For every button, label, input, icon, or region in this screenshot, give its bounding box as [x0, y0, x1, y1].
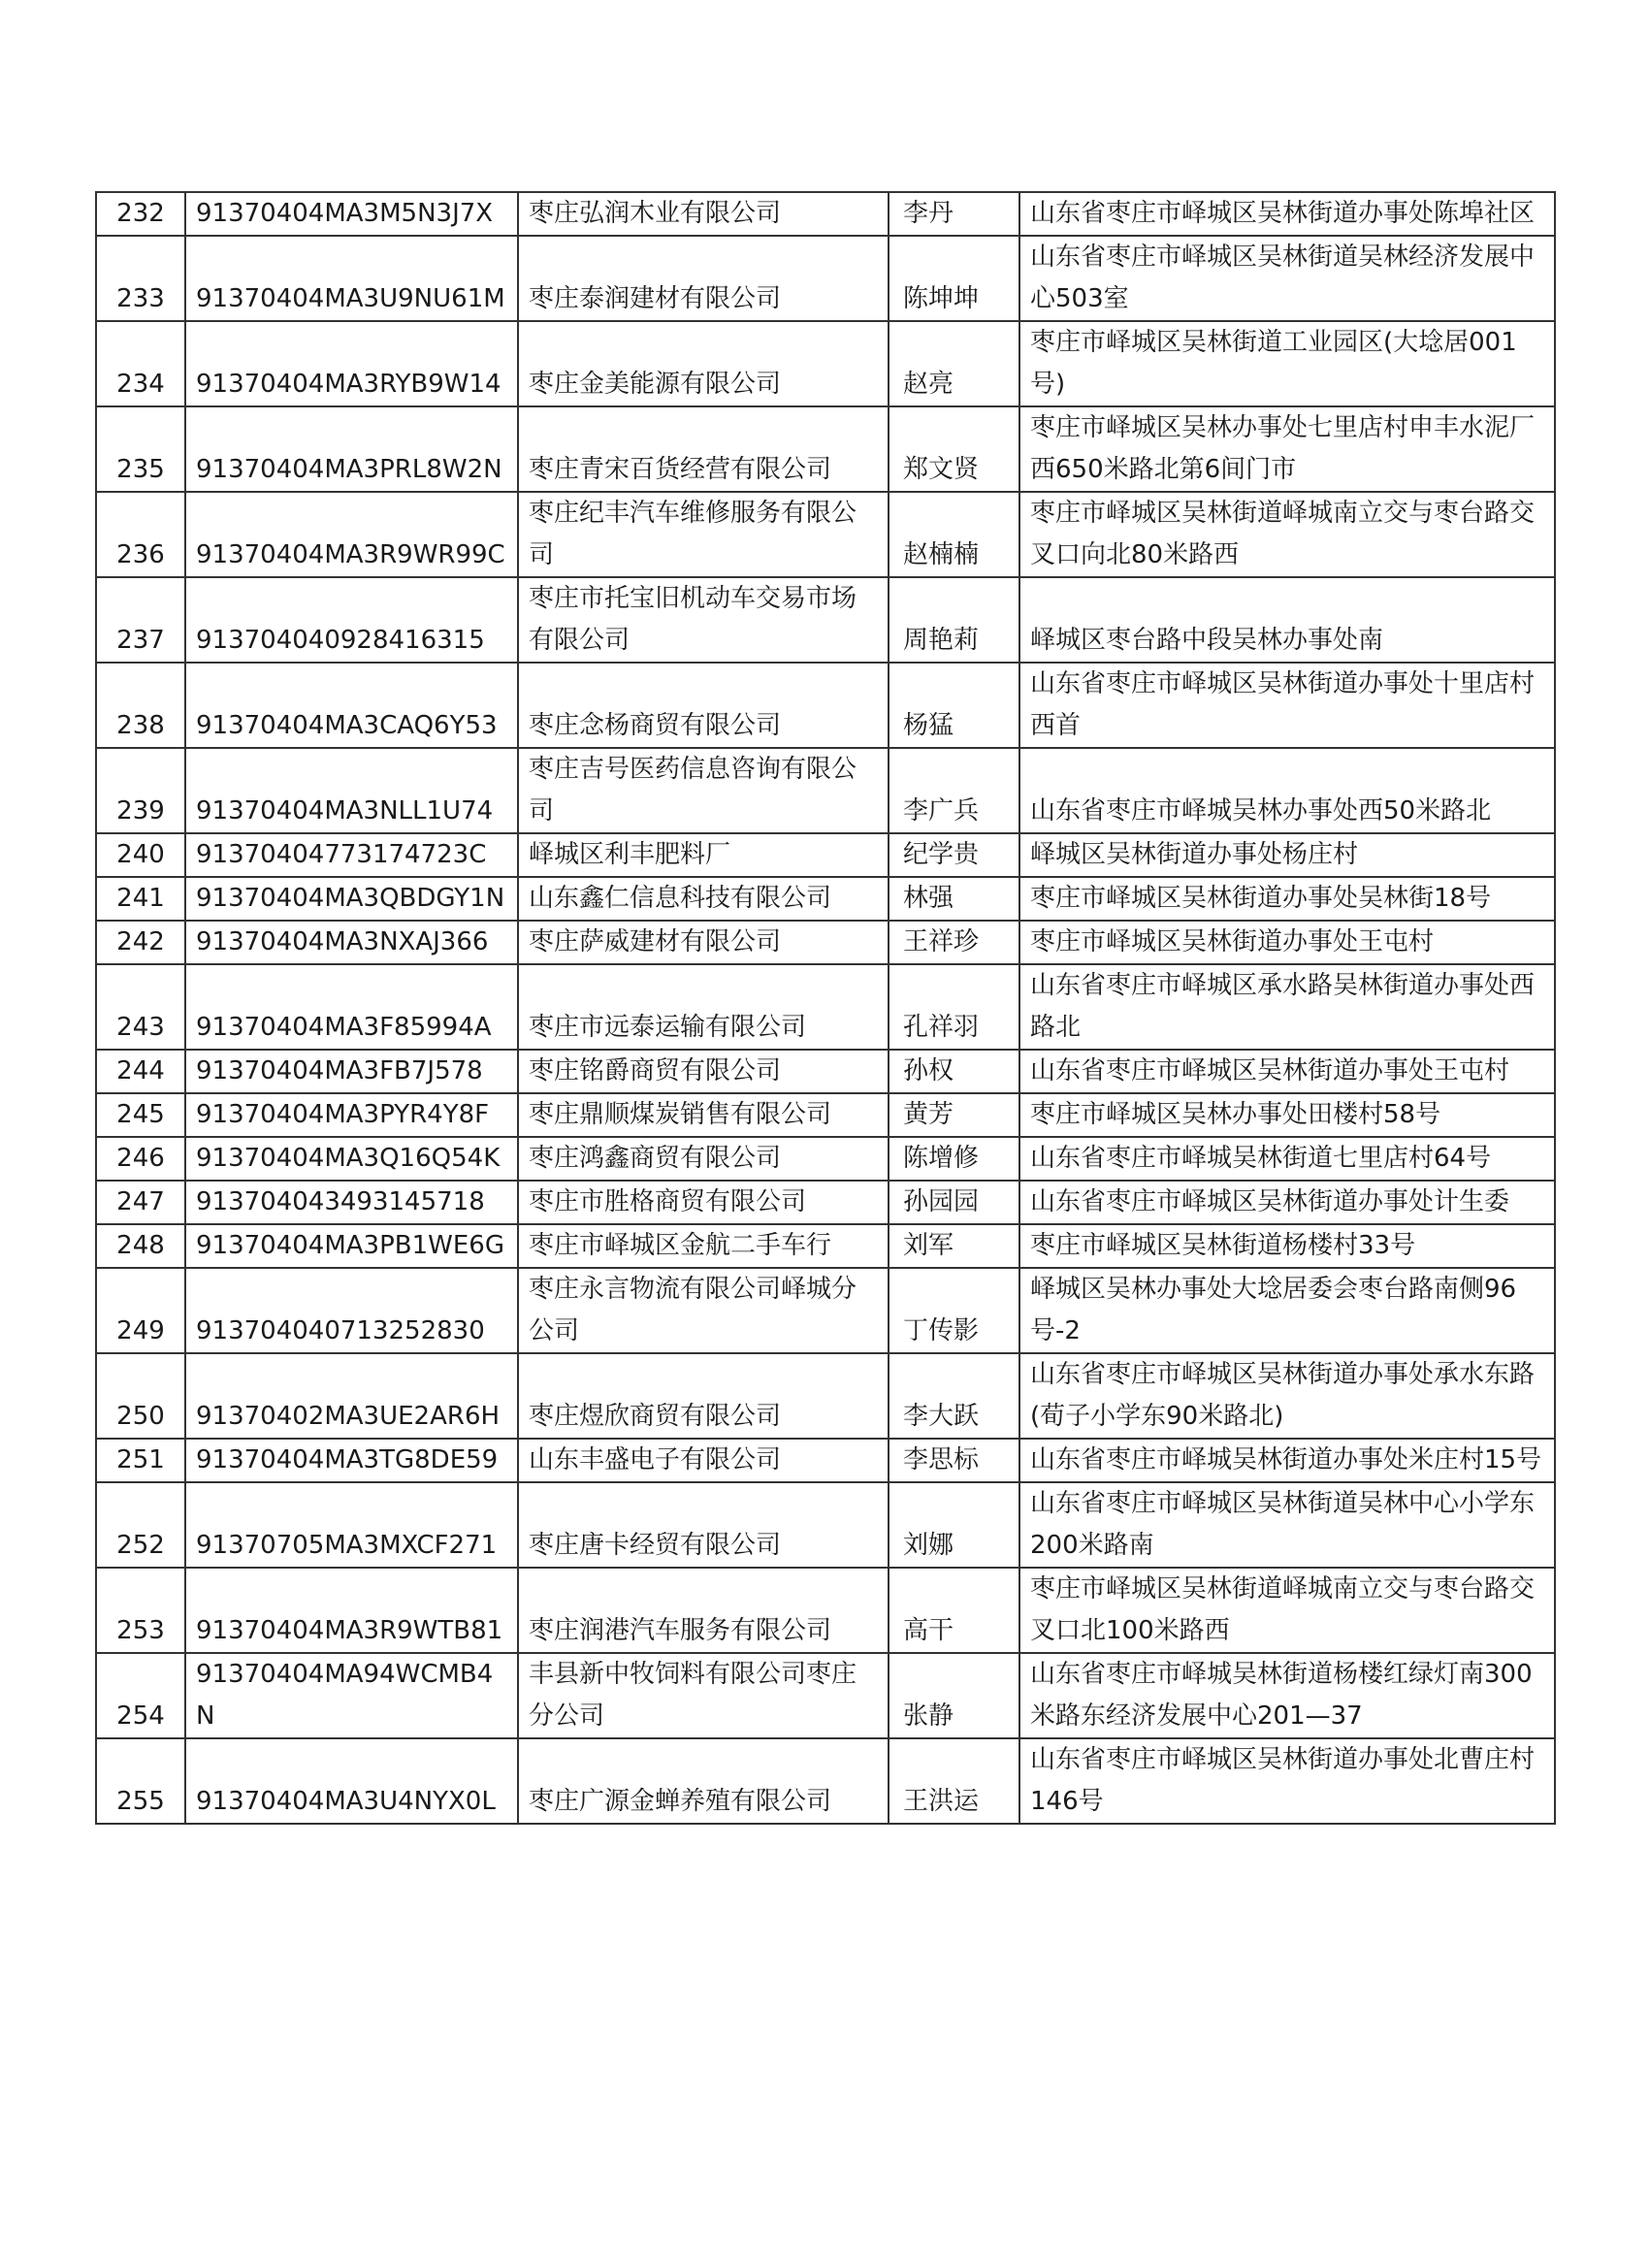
credit-code-cell: 91370404MA3M5N3J7X [185, 192, 518, 236]
address-cell: 峄城区枣台路中段吴林办事处南 [1019, 577, 1555, 663]
row-number-cell: 253 [96, 1568, 185, 1653]
row-number-cell: 238 [96, 663, 185, 748]
credit-code-cell: 91370404MA3NLL1U74 [185, 748, 518, 833]
row-number-cell: 245 [96, 1093, 185, 1137]
row-number-cell: 234 [96, 321, 185, 406]
address-cell: 山东省枣庄市峄城区承水路吴林街道办事处西路北 [1019, 964, 1555, 1050]
legal-representative-cell: 刘娜 [889, 1482, 1019, 1568]
legal-representative-cell: 孙园园 [889, 1181, 1019, 1224]
row-number-cell: 249 [96, 1268, 185, 1353]
company-name-cell: 枣庄永言物流有限公司峄城分公司 [518, 1268, 889, 1353]
table-row [96, 1093, 1555, 1137]
registry-table-body [96, 192, 1555, 1824]
credit-code-cell: 91370404MA3U9NU61M [185, 236, 518, 321]
company-name-cell: 枣庄鼎顺煤炭销售有限公司 [518, 1093, 889, 1137]
address-cell: 山东省枣庄市峄城区吴林街道吴林经济发展中心503室 [1019, 236, 1555, 321]
credit-code-cell: 91370404MA94WCMB4N [185, 1653, 518, 1738]
credit-code-cell: 91370404MA3PRL8W2N [185, 406, 518, 492]
legal-representative-cell: 王祥珍 [889, 921, 1019, 964]
legal-representative-cell: 孙权 [889, 1050, 1019, 1093]
table-row [96, 1568, 1555, 1653]
table-row [96, 964, 1555, 1050]
legal-representative-cell: 张静 [889, 1653, 1019, 1738]
credit-code-cell: 91370404MA3TG8DE59 [185, 1439, 518, 1482]
address-cell: 山东省枣庄市峄城区吴林街道办事处十里店村西首 [1019, 663, 1555, 748]
address-cell: 枣庄市峄城区吴林街道工业园区(大埝居001号) [1019, 321, 1555, 406]
address-cell: 山东省枣庄市峄城区吴林街道吴林中心小学东200米路南 [1019, 1482, 1555, 1568]
row-number-cell: 242 [96, 921, 185, 964]
company-name-cell: 枣庄市峄城区金航二手车行 [518, 1224, 889, 1268]
table-row [96, 1050, 1555, 1093]
table-row [96, 663, 1555, 748]
address-cell: 峄城区吴林街道办事处杨庄村 [1019, 833, 1555, 877]
table-row [96, 321, 1555, 406]
table-row [96, 1137, 1555, 1181]
row-number-cell: 251 [96, 1439, 185, 1482]
address-cell: 山东省枣庄市峄城吴林街道杨楼红绿灯南300米路东经济发展中心201—37 [1019, 1653, 1555, 1738]
table-row [96, 406, 1555, 492]
row-number-cell: 239 [96, 748, 185, 833]
table-row [96, 1353, 1555, 1439]
row-number-cell: 236 [96, 492, 185, 577]
table-row [96, 748, 1555, 833]
legal-representative-cell: 陈增修 [889, 1137, 1019, 1181]
address-cell: 山东省枣庄市峄城区吴林街道办事处王屯村 [1019, 1050, 1555, 1093]
company-name-cell: 丰县新中牧饲料有限公司枣庄分公司 [518, 1653, 889, 1738]
table-row [96, 1224, 1555, 1268]
row-number-cell: 241 [96, 877, 185, 921]
credit-code-cell: 913704040713252830 [185, 1268, 518, 1353]
address-cell: 枣庄市峄城区吴林街道峄城南立交与枣台路交叉口北100米路西 [1019, 1568, 1555, 1653]
company-name-cell: 枣庄市托宝旧机动车交易市场有限公司 [518, 577, 889, 663]
legal-representative-cell: 林强 [889, 877, 1019, 921]
legal-representative-cell: 赵楠楠 [889, 492, 1019, 577]
row-number-cell: 255 [96, 1738, 185, 1824]
credit-code-cell: 91370404773174723C [185, 833, 518, 877]
table-row [96, 833, 1555, 877]
credit-code-cell: 91370404MA3R9WTB81 [185, 1568, 518, 1653]
address-cell: 枣庄市峄城区吴林办事处七里店村申丰水泥厂西650米路北第6间门市 [1019, 406, 1555, 492]
table-row [96, 1482, 1555, 1568]
credit-code-cell: 91370404MA3Q16Q54K [185, 1137, 518, 1181]
row-number-cell: 237 [96, 577, 185, 663]
legal-representative-cell: 李丹 [889, 192, 1019, 236]
table-row [96, 1439, 1555, 1482]
address-cell: 枣庄市峄城区吴林办事处田楼村58号 [1019, 1093, 1555, 1137]
credit-code-cell: 913704043493145718 [185, 1181, 518, 1224]
row-number-cell: 232 [96, 192, 185, 236]
table-row [96, 236, 1555, 321]
row-number-cell: 233 [96, 236, 185, 321]
company-name-cell: 枣庄市胜格商贸有限公司 [518, 1181, 889, 1224]
address-cell: 枣庄市峄城区吴林街道峄城南立交与枣台路交叉口向北80米路西 [1019, 492, 1555, 577]
address-cell: 山东省枣庄市峄城区吴林街道办事处承水东路(荀子小学东90米路北) [1019, 1353, 1555, 1439]
legal-representative-cell: 李大跃 [889, 1353, 1019, 1439]
credit-code-cell: 91370404MA3QBDGY1N [185, 877, 518, 921]
row-number-cell: 244 [96, 1050, 185, 1093]
row-number-cell: 250 [96, 1353, 185, 1439]
row-number-cell: 252 [96, 1482, 185, 1568]
legal-representative-cell: 高干 [889, 1568, 1019, 1653]
address-cell: 山东省枣庄市峄城吴林街道七里店村64号 [1019, 1137, 1555, 1181]
legal-representative-cell: 李思标 [889, 1439, 1019, 1482]
table-row [96, 1738, 1555, 1824]
address-cell: 山东省枣庄市峄城吴林办事处西50米路北 [1019, 748, 1555, 833]
legal-representative-cell: 杨猛 [889, 663, 1019, 748]
address-cell: 山东省枣庄市峄城区吴林街道办事处计生委 [1019, 1181, 1555, 1224]
address-cell: 枣庄市峄城区吴林街道办事处王屯村 [1019, 921, 1555, 964]
company-name-cell: 枣庄铭爵商贸有限公司 [518, 1050, 889, 1093]
company-name-cell: 枣庄弘润木业有限公司 [518, 192, 889, 236]
credit-code-cell: 91370404MA3U4NYX0L [185, 1738, 518, 1824]
table-row [96, 1653, 1555, 1738]
company-name-cell: 枣庄鸿鑫商贸有限公司 [518, 1137, 889, 1181]
credit-code-cell: 91370705MA3MXCF271 [185, 1482, 518, 1568]
legal-representative-cell: 纪学贵 [889, 833, 1019, 877]
address-cell: 枣庄市峄城区吴林街道办事处吴林街18号 [1019, 877, 1555, 921]
company-name-cell: 枣庄纪丰汽车维修服务有限公司 [518, 492, 889, 577]
legal-representative-cell: 郑文贤 [889, 406, 1019, 492]
company-name-cell: 峄城区利丰肥料厂 [518, 833, 889, 877]
address-cell: 山东省枣庄市峄城区吴林街道办事处北曹庄村146号 [1019, 1738, 1555, 1824]
legal-representative-cell: 周艳莉 [889, 577, 1019, 663]
credit-code-cell: 91370404MA3FB7J578 [185, 1050, 518, 1093]
table-row [96, 192, 1555, 236]
company-name-cell: 枣庄吉号医药信息咨询有限公司 [518, 748, 889, 833]
table-row [96, 577, 1555, 663]
credit-code-cell: 91370402MA3UE2AR6H [185, 1353, 518, 1439]
legal-representative-cell: 李广兵 [889, 748, 1019, 833]
company-name-cell: 枣庄唐卡经贸有限公司 [518, 1482, 889, 1568]
company-name-cell: 枣庄润港汽车服务有限公司 [518, 1568, 889, 1653]
row-number-cell: 240 [96, 833, 185, 877]
legal-representative-cell: 孔祥羽 [889, 964, 1019, 1050]
company-name-cell: 枣庄青宋百货经营有限公司 [518, 406, 889, 492]
row-number-cell: 243 [96, 964, 185, 1050]
legal-representative-cell: 丁传影 [889, 1268, 1019, 1353]
table-row [96, 921, 1555, 964]
legal-representative-cell: 刘军 [889, 1224, 1019, 1268]
row-number-cell: 254 [96, 1653, 185, 1738]
row-number-cell: 235 [96, 406, 185, 492]
company-name-cell: 枣庄泰润建材有限公司 [518, 236, 889, 321]
company-name-cell: 山东丰盛电子有限公司 [518, 1439, 889, 1482]
company-name-cell: 山东鑫仁信息科技有限公司 [518, 877, 889, 921]
credit-code-cell: 91370404MA3PYR4Y8F [185, 1093, 518, 1137]
credit-code-cell: 91370404MA3NXAJ366 [185, 921, 518, 964]
company-name-cell: 枣庄煜欣商贸有限公司 [518, 1353, 889, 1439]
table-row [96, 877, 1555, 921]
company-name-cell: 枣庄市远泰运输有限公司 [518, 964, 889, 1050]
row-number-cell: 248 [96, 1224, 185, 1268]
credit-code-cell: 91370404MA3F85994A [185, 964, 518, 1050]
enterprise-registry-table [95, 191, 1556, 1825]
company-name-cell: 枣庄金美能源有限公司 [518, 321, 889, 406]
company-name-cell: 枣庄广源金蝉养殖有限公司 [518, 1738, 889, 1824]
credit-code-cell: 91370404MA3R9WR99C [185, 492, 518, 577]
credit-code-cell: 91370404MA3PB1WE6G [185, 1224, 518, 1268]
company-name-cell: 枣庄萨威建材有限公司 [518, 921, 889, 964]
row-number-cell: 246 [96, 1137, 185, 1181]
legal-representative-cell: 赵亮 [889, 321, 1019, 406]
credit-code-cell: 91370404MA3CAQ6Y53 [185, 663, 518, 748]
company-name-cell: 枣庄念杨商贸有限公司 [518, 663, 889, 748]
legal-representative-cell: 黄芳 [889, 1093, 1019, 1137]
row-number-cell: 247 [96, 1181, 185, 1224]
address-cell: 山东省枣庄市峄城区吴林街道办事处陈埠社区 [1019, 192, 1555, 236]
address-cell: 枣庄市峄城区吴林街道杨楼村33号 [1019, 1224, 1555, 1268]
credit-code-cell: 913704040928416315 [185, 577, 518, 663]
table-row [96, 1268, 1555, 1353]
table-row [96, 492, 1555, 577]
legal-representative-cell: 王洪运 [889, 1738, 1019, 1824]
address-cell: 峄城区吴林办事处大埝居委会枣台路南侧96号-2 [1019, 1268, 1555, 1353]
address-cell: 山东省枣庄市峄城吴林街道办事处米庄村15号 [1019, 1439, 1555, 1482]
legal-representative-cell: 陈坤坤 [889, 236, 1019, 321]
credit-code-cell: 91370404MA3RYB9W14 [185, 321, 518, 406]
table-row [96, 1181, 1555, 1224]
